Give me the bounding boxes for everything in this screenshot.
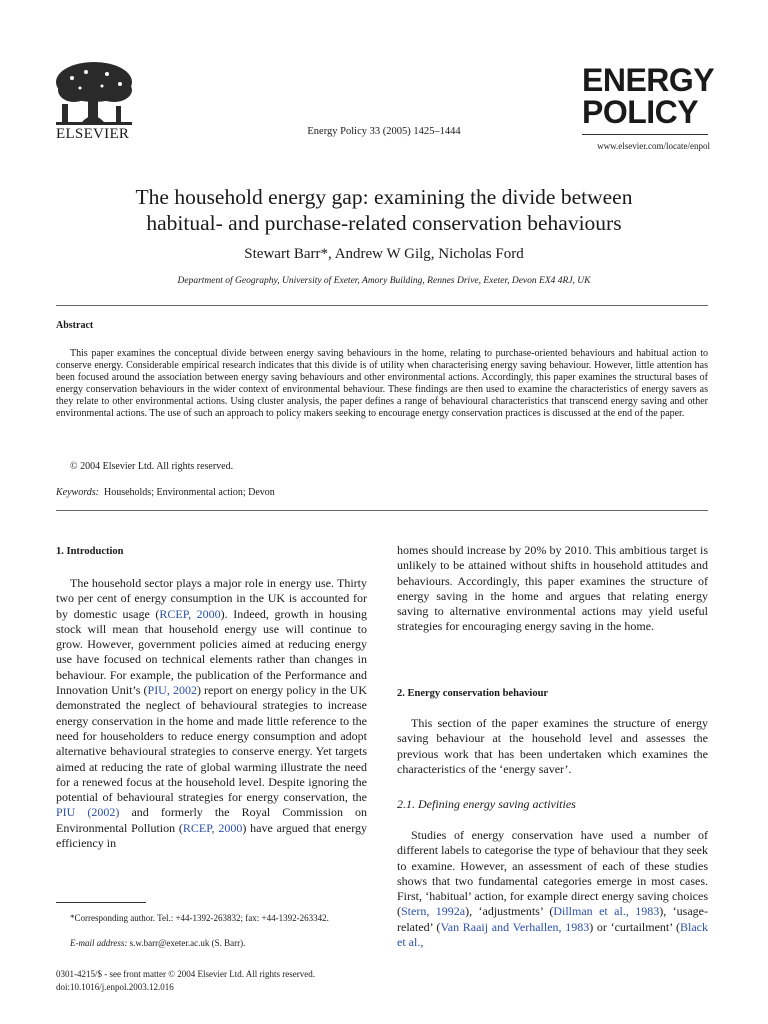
citation-link[interactable]: RCEP, 2000 (159, 606, 221, 621)
keywords-list: Households; Environmental action; Devon (103, 487, 275, 498)
citation-link[interactable]: Black et al., (397, 919, 709, 950)
divider-top (56, 305, 708, 306)
doi-line[interactable]: doi:10.1016/j.enpol.2003.12.016 (56, 982, 174, 992)
text: ). Indeed, growth in housing stock will mean that household energy use will continue to grow. However, government policies aimed at reducing energy use have focused on technical elements rather than changes in behaviour. For example, the publication of the Performance and Innovation Unit’s ( (56, 606, 367, 698)
section-1-continuation: homes should increase by 20% by 2010. This ambitious target is unlikely to be attained without shifts in household attitudes and behaviours. Accordingly, this paper examines the structure of energy saving in the home and argues that relating energy saving to alternative environmental actions may yield useful strategies for encouraging energy saving in the home. (397, 543, 708, 634)
title-line-1: The household energy gap: examining the divide between (135, 185, 633, 209)
section-1-paragraph (56, 576, 367, 851)
text: ), ‘adjustments’ ( (465, 904, 554, 919)
text: Studies of energy conservation have used a number of different labels to categorise the type of behaviour that they seek to examine. However, an assessment of each of these studies shows that two fundamental categories emerge in most cases. First, ‘habitual’ action, for example direct energy saving choices ( (397, 828, 708, 919)
citation-link[interactable]: PIU (2002) (56, 805, 120, 820)
section-1-heading: 1. Introduction (56, 546, 124, 557)
text: ) have argued that energy efficiency in (56, 820, 367, 851)
text: ) report on energy policy in the UK demonstrated the neglect of behavioural strategies to increase energy conservation in the home and made little reference to the need for householders to reduce energy consumption and adopt alternative behavioural strategies to conserve energy. Yet targets aimed at reducing the rate of global warming illustrate the need for a renewed focus at the household level. Despite ignoring the potential of behavioural strategies for energy conservation, the (56, 683, 367, 805)
abstract-heading: Abstract (56, 320, 94, 331)
keywords-label: Keywords: (56, 487, 99, 498)
logo-divider (582, 134, 708, 135)
subsection-2-1-heading: 2.1. Defining energy saving activities (397, 797, 576, 811)
text: ), ‘usage-related’ ( (397, 904, 708, 934)
citation-link[interactable]: Stern, 1992a (401, 904, 466, 919)
footnote-email (56, 937, 367, 949)
email-link[interactable]: s.w.barr@exeter.ac.uk (S. Barr). (129, 938, 246, 948)
journal-logo (582, 62, 715, 130)
issn-line: 0301-4215/$ - see front matter © 2004 Elsevier Ltd. All rights reserved. (56, 969, 316, 979)
divider-mid (56, 510, 708, 511)
abstract-copyright: © 2004 Elsevier Ltd. All rights reserved. (70, 461, 234, 472)
elsevier-tree-logo-icon (52, 60, 136, 128)
paper-title (60, 184, 708, 236)
publisher-name: ELSEVIER (56, 126, 130, 142)
subsection-2-1-paragraph (397, 828, 708, 950)
section-2-paragraph: This section of the paper examines the structure of energy saving behaviour at the household level and assesses the previous work that has been undertaken which examines the characteristics of the ‘energy saver’. (397, 716, 708, 776)
keywords (56, 487, 275, 498)
email-label: E-mail address: (70, 938, 128, 948)
text: and formerly the Royal Commission on Environmental Pollution ( (56, 805, 368, 835)
citation-link[interactable]: RCEP, 2000 (182, 820, 243, 835)
affiliation: Department of Geography, University of Exeter, Amory Building, Rennes Drive, Exeter, Devon EX4 4RJ, UK (177, 276, 591, 286)
citation-link[interactable]: Dillman et al., 1983 (553, 904, 660, 919)
footnote-divider (56, 902, 146, 903)
journal-logo-line2: POLICY (582, 94, 699, 130)
journal-url-link[interactable]: www.elsevier.com/locate/enpol (597, 141, 710, 151)
footnote-corresponding-author: *Corresponding author. Tel.: +44-1392-263832; fax: +44-1392-263342. (70, 913, 329, 923)
section-2-heading: 2. Energy conservation behaviour (397, 688, 549, 699)
abstract-body: This paper examines the conceptual divide between energy saving behaviours in the home, relating to purchase-oriented behaviours and habitual action to conserve energy. Considerable empirical research indicates that this divide is of utility when characterising energy saving behaviour. However, little attention has been focused around the association between energy saving behaviours and other environmental actions. Accordingly, this paper examines the structural bases of energy conservation behaviours in the wider context of environmental behaviour. These findings are then used to examine the characteristics of energy savers as they relate to other environmental actions. Using cluster analysis, the paper defines a range of behavioural characteristics that transcend energy saving and other environmental actions. The use of such an approach to policy makers seeking to encourage energy conservation practices is discussed at the end of the paper. (56, 348, 708, 419)
title-line-2: habitual- and purchase-related conservation behaviours (146, 211, 622, 235)
author-list: Stewart Barr*, Andrew W Gilg, Nicholas Ford (244, 246, 524, 262)
citation-link[interactable]: Van Raaij and Verhallen, 1983 (440, 919, 590, 934)
journal-reference: Energy Policy 33 (2005) 1425–1444 (307, 126, 461, 137)
text: The household sector plays a major role in energy use. Thirty two per cent of energy consumption in the UK is accounted for by domestic usage ( (56, 576, 367, 621)
journal-logo-line1: ENERGY (582, 62, 715, 98)
text: ) or ‘curtailment’ ( (589, 919, 681, 934)
citation-link[interactable]: PIU, 2002 (147, 683, 197, 698)
